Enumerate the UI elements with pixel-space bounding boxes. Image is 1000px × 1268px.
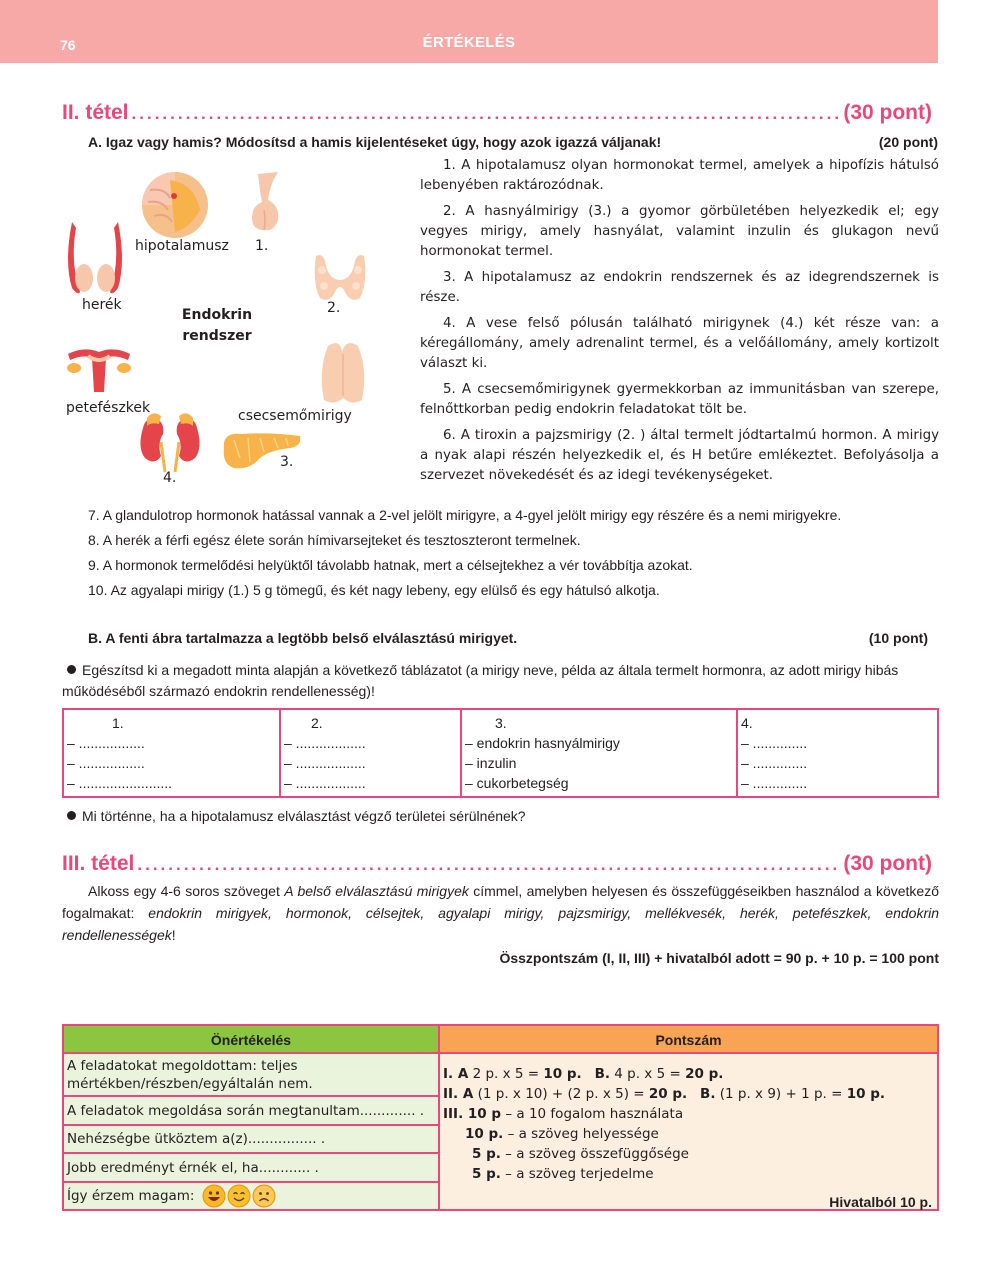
essay-text: Alkoss egy 4-6 soros szöveget	[88, 883, 285, 899]
part-b-title: B. A fenti ábra tartalmazza a legtöbb belső elválasztású mirigyet.	[88, 630, 518, 646]
table-cell-blank[interactable]: – ..............	[741, 775, 808, 791]
column-header: 3.	[495, 715, 507, 731]
table-cell-blank[interactable]: – ..................	[284, 775, 366, 791]
gland-fill-table	[62, 708, 939, 798]
center-label-line2: rendszer	[182, 328, 252, 344]
leader-dots	[132, 104, 841, 124]
bullet-icon	[67, 665, 76, 674]
section-2-heading	[62, 101, 932, 125]
self-assessment-row	[64, 1097, 438, 1126]
pituitary-icon	[248, 172, 282, 234]
table-cell-blank[interactable]: – ..............	[741, 755, 808, 771]
frowning-face-icon[interactable]	[252, 1184, 276, 1208]
part-a-heading	[88, 134, 938, 150]
scoring-breakdown	[440, 1054, 937, 1212]
row-text: Jobb eredményt érnék el, ha............ .	[67, 1159, 319, 1176]
score-line-6: 5 p. – a szöveg terjedelme	[472, 1166, 654, 1182]
part-a-title: A. Igaz vagy hamis? Módosítsd a hamis kijelentéseket úgy, hogy azok igazzá váljanak!	[88, 134, 662, 150]
column-header: 4.	[741, 715, 753, 731]
table-cell-blank[interactable]: – ..................	[284, 755, 366, 771]
smiling-face-icon[interactable]	[227, 1184, 251, 1208]
row-text: Így érzem magam:	[67, 1187, 195, 1204]
table-cell-example: – inzulin	[465, 755, 517, 771]
label-4: 4.	[163, 470, 177, 486]
total-score: Összpontszám (I, II, III) + hivatalból adott = 90 p. + 10 p. = 100 pont	[499, 950, 939, 966]
statement-7: 7. A glandulotrop hormonok hatással vannak a 2-vel jelölt mirigyre, a 4-gyel jelölt mirigy egy részére és a nemi mirigyekre.	[88, 507, 842, 523]
thymus-icon	[318, 340, 368, 406]
table-cell-blank[interactable]: – ..................	[284, 735, 366, 751]
row-text: A feladatokat megoldottam: teljes mértékben/részben/egyáltalán nem.	[67, 1057, 313, 1092]
part-b-points: (10 pont)	[868, 630, 928, 646]
self-assessment-column	[64, 1026, 440, 1209]
self-assessment-header: Önértékelés	[64, 1026, 438, 1054]
table-column-2	[281, 710, 462, 796]
table-column-4	[738, 710, 937, 796]
statement-5: 5. A csecsemőmirigynek gyermekkorban az immunitásban van szerepe, felnőttkorban pedig endokrin feladatokat tölt be.	[420, 382, 939, 417]
statement-6: 6. A tiroxin a pajzsmirigy (2. ) által termelt jódtartalmú hormon. A mirigy a nyak alapi részén helyezkedik el, és H betűre emlékeztet. Befolyásolja a szervezet növekedését és az idegi tevékenységeket.	[420, 428, 939, 483]
essay-title: A belső elválasztású mirigyek	[284, 883, 469, 899]
brain-hypothalamus-icon	[140, 170, 210, 240]
essay-terms: endokrin mirigyek, hormonok, célsejtek, agyalapi mirigy, pajzsmirigy, mellékvesék, herék, petefészkek, endokrin rendellenességek	[62, 905, 940, 943]
thyroid-icon	[310, 252, 370, 304]
label-thymus: csecsemőmirigy	[238, 408, 352, 424]
self-assessment-row	[64, 1183, 438, 1209]
testes-icon	[64, 222, 126, 300]
essay-text: !	[171, 927, 176, 943]
statement-10: 10. Az agyalapi mirigy (1.) 5 g tömegű, és két nagy lebeny, egy elülső és egy hátulsó alkotja.	[88, 582, 660, 598]
label-ovaries: petefészkek	[66, 400, 151, 416]
part-b-heading	[88, 630, 938, 646]
statements-1-6	[420, 156, 939, 492]
section-2-points: (30 pont)	[843, 101, 932, 124]
score-line-4: 10 p. – a szöveg helyessége	[465, 1126, 659, 1142]
score-line-2: II. A (1 p. x 10) + (2 p. x 5) = 20 p. B. (1 p. x 9) + 1 p. = 10 p.	[443, 1086, 885, 1102]
self-assessment-row	[64, 1126, 438, 1155]
label-2: 2.	[327, 300, 341, 316]
statement-8: 8. A herék a férfi egész élete során hímivarsejteket és tesztoszteront termelnek.	[88, 532, 581, 548]
leader-dots	[137, 855, 840, 875]
statement-4: 4. A vese felső pólusán található mirigynek (4.) két része van: a kéregállomány, amely adrenalint termel, és a velőállomány, amely kortizolt választ ki.	[420, 316, 939, 371]
page-header-band	[0, 0, 938, 63]
score-header: Pontszám	[440, 1026, 937, 1054]
row-text: Nehézségbe ütköztem a(z)................ .	[67, 1131, 326, 1148]
section-3-heading	[62, 852, 932, 876]
section-3-title: III. tétel	[62, 852, 135, 875]
table-cell-blank[interactable]: – ........................	[67, 775, 173, 791]
table-column-1	[64, 710, 281, 796]
statement-2: 2. A hasnyálmirigy (3.) a gyomor görbületében helyezkedik el; egy vegyes mirigy, amely hasnyálat, valamint inzulin és glukagon nevű hormonokat termel.	[420, 204, 939, 259]
section-2-title: II. tétel	[62, 101, 129, 124]
evaluation-table	[62, 1024, 939, 1211]
kidneys-adrenal-icon	[137, 408, 203, 474]
column-header: 1.	[112, 715, 124, 731]
column-header: 2.	[311, 715, 323, 731]
section-3-points: (30 pont)	[843, 852, 932, 875]
essay-task	[62, 880, 939, 946]
statements-7-10	[88, 503, 948, 603]
center-label-line1: Endokrin	[181, 307, 253, 323]
official-points: Hivatalból 10 p.	[829, 1194, 932, 1210]
page-title: ÉRTÉKELÉS	[422, 34, 516, 51]
question-text: Mi történne, ha a hipotalamusz elválasztást végző területei sérülnének?	[82, 808, 526, 824]
score-line-3: III. 10 p – a 10 fogalom használata	[443, 1106, 684, 1122]
score-line-5: 5 p. – a szöveg összefüggősége	[472, 1146, 689, 1162]
part-b-instruction	[62, 660, 940, 702]
label-hypothalamus: hipotalamusz	[135, 238, 229, 254]
score-column	[440, 1026, 937, 1209]
instruction-text: Egészítsd ki a megadott minta alapján a következő táblázatot (a mirigy neve, példa az általa termelt hormonra, az adott mirigy hibás működéséből származó endokrin rendellenesség)!	[62, 662, 899, 699]
endocrine-diagram	[55, 160, 415, 490]
statement-3: 3. A hipotalamusz az endokrin rendszernek és az idegrendszernek is része.	[420, 270, 939, 305]
page-number: 76	[60, 37, 76, 53]
table-column-3	[462, 710, 738, 796]
label-1: 1.	[255, 238, 269, 254]
table-cell-blank[interactable]: – ..............	[741, 735, 808, 751]
table-cell-example: – endokrin hasnyálmirigy	[465, 735, 620, 751]
ovaries-uterus-icon	[64, 344, 134, 394]
label-testes: herék	[82, 297, 122, 313]
essay-text: címmel, amelyben helyesen és összefüggéseikben használod a következő fogalmakat:	[62, 883, 939, 921]
score-line-1: I. A 2 p. x 5 = 10 p. B. 4 p. x 5 = 20 p.	[443, 1066, 724, 1082]
table-cell-blank[interactable]: – .................	[67, 755, 145, 771]
diagram-center-label	[167, 305, 267, 347]
part-a-points: (20 pont)	[878, 134, 938, 150]
row-text: A feladatok megoldása során megtanultam............. .	[67, 1102, 425, 1119]
grinning-face-icon[interactable]	[202, 1184, 226, 1208]
label-3: 3.	[280, 454, 294, 470]
statement-9: 9. A hormonok termelődési helyüktől távolabb hatnak, mert a célsejtekhez a vér továbbítja azokat.	[88, 557, 693, 573]
part-b-question	[62, 806, 940, 827]
self-assessment-row	[64, 1154, 438, 1183]
bullet-icon	[67, 811, 76, 820]
statement-1: 1. A hipotalamusz olyan hormonokat termel, amelyek a hipofízis hátulsó lebenyében raktározódnak.	[420, 158, 939, 193]
self-assessment-row	[64, 1054, 438, 1097]
table-cell-blank[interactable]: – .................	[67, 735, 145, 751]
table-cell-example: – cukorbetegség	[465, 775, 569, 791]
